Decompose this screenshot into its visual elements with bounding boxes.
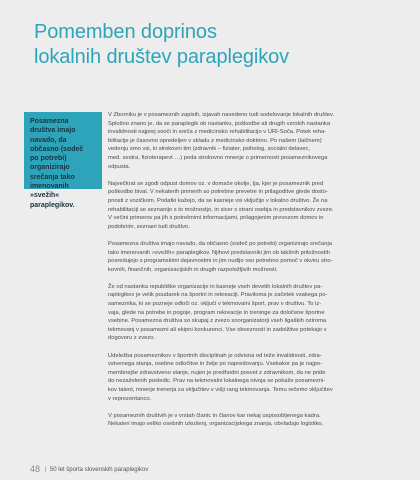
pull-quote-line: »svežih« [30, 192, 60, 200]
body-line: vaja, glede na potrebe in pogoje, program rekreacije in treninge za določene športne [108, 309, 325, 316]
body-line: vsebine. Posamezna društva so skupaj z zvezo soorganizatorji vseh ligaških oziroma [108, 318, 327, 325]
body-paragraph [108, 412, 400, 429]
body-line: dogovoru z zvezo. [108, 335, 156, 342]
pull-quote-line: srečanja tako [30, 173, 75, 181]
article-body [108, 111, 400, 438]
body-line: Že od nastanka republiške organizacije in kasneje vseh devetih lokalnih društev pa- [108, 283, 323, 290]
body-line: podobnim, seznani tudi društvo. [108, 223, 190, 230]
pull-quote-line: Posamezna [30, 118, 69, 125]
pull-quote-line: organizirajo [30, 164, 70, 172]
body-line: vedenju smo vsi, ki strokovni tim (zdravnik – fiziater, psiholog, socialni delavec, [108, 146, 311, 153]
pull-quote-line: imenovanih [30, 183, 69, 191]
body-paragraph [108, 352, 400, 404]
body-line: poškodbo bival. V nekaterih primerih so potrebne prevetre in prilagoditve glede dosto- [108, 189, 328, 196]
body-line: kov talent, mnenje trenerja za vključitev v višji rang tekmovanja. Temu rečemo vključitev [108, 387, 333, 393]
body-line: tekmovanj v posamezni ali ekipni konkurenci. Vse obveznosti in zadolžitve potekajo v [108, 326, 327, 333]
pull-quote-text [30, 117, 99, 210]
body-line: v reprezentanco. [108, 395, 152, 402]
page-title-line: Pomemben doprinos [34, 21, 217, 43]
body-line: V Zborniku je v posameznih zapisih, izjavah navedeno tudi sodelovanje lokalnih društev. [108, 112, 335, 118]
pull-quote-line: po potrebi) [30, 155, 67, 163]
page-number: 48 [30, 464, 41, 474]
body-line: V večini primerov pa jih s potrebnimi informacijami, prilagojenim prevozom domov in [108, 215, 324, 222]
body-paragraph [108, 111, 400, 171]
body-paragraph [108, 283, 400, 343]
body-line: membnejše zdravstveno stanje, nujen je predhodni posvet z zdravnikom, da ne pride [108, 369, 326, 376]
body-paragraph [108, 240, 400, 274]
page-title-line: lokalnih društev paraplegikov [34, 46, 290, 68]
body-line: pnosti z vozičkom. Podatki kažejo, da se kasneje vsi vključijo v lokalno društvo. Že na [108, 197, 328, 204]
body-line: Splošno znano je, da se paraplegik ob nastanku, poškodbe ali drugih vzrokih nastanka [108, 120, 331, 127]
body-line: rehabilitaciji se seznanijo s to možnostjo, in sicer s strani osebja in predstavnikov zveze. [108, 206, 334, 213]
body-line: sameznika, ki se pozneje odloči oz. vključi v tekmovalni šport, prav v društvu. To iz- [108, 301, 322, 308]
pull-quote-line: občasno (sodeč [30, 145, 84, 153]
body-line: Posamezna društva imajo navado, da občasno (sodeč po potrebi) organizirajo srečanja [108, 240, 332, 247]
body-line: raplegikov je velik poudarek na športni in rekreaciji. Pravilomа je začetek vsakega po- [108, 292, 328, 299]
page-title [34, 20, 404, 70]
body-line: kovnih, finančnih, organizacijskih in drugih razpoložljivih možnosti. [108, 266, 278, 273]
body-line: Nekateri imajo veliko osebnih izkušenj, organizacijskega znanja, obvladajo logistiko, [108, 421, 324, 428]
body-line: V posameznih društvih je v vrstah članic in članov kar nekaj usposobljenega kadra. [108, 412, 321, 419]
body-line: posredujejo s programskimi dejavnostmi in jim nudijo vso potrebno pomoč v okviru stro- [108, 258, 333, 265]
body-line: odpusta. [108, 163, 131, 170]
footer-separator: | [44, 467, 47, 473]
body-paragraph [108, 180, 400, 232]
body-line: tako imenovanih »svežih« paraplegikov. Njihovi predstavniki jim ob takšnih priložnostih [108, 249, 330, 256]
body-line: vstvenega stanja, osebne odločitve in želje po napredovanju. Vsekakor pa je najpo- [108, 361, 322, 368]
body-line: med. sestra, fizioterapevt …) poda strokovno mnenje o primernosti posameznikovega [108, 154, 328, 161]
body-line: Največkrat se zgodi odpust domov oz. v domače okolje, tja, kjer je posameznik pred [108, 180, 324, 187]
body-line: bilitacije je časovno opredeljen v skladu z medicinsko doktrino. Po našem (laičnem) [108, 137, 322, 144]
body-line: do nezaželenih posledic. Prav na tekmovalni lokalnega nivoja se pokaže posamezni- [108, 378, 326, 385]
publication-title: 50 let športa slovenskih paraplegikov [49, 467, 149, 473]
pull-quote-line: navado, da [30, 136, 67, 144]
body-line: Udeležba posameznikov v športnih disciplinah je odvisna od teže invalidnosti, zdra- [108, 352, 322, 359]
pull-quote-line: paraplegikov. [30, 201, 75, 209]
page-footer [30, 464, 148, 474]
pull-quote-line: društva imajo [30, 127, 76, 135]
pull-quote-box [24, 112, 102, 209]
body-line: invalidnosti najprej sooči in sreča z medicinsko rehabilitacijo v URI-Soča. Potek reha- [108, 129, 327, 136]
